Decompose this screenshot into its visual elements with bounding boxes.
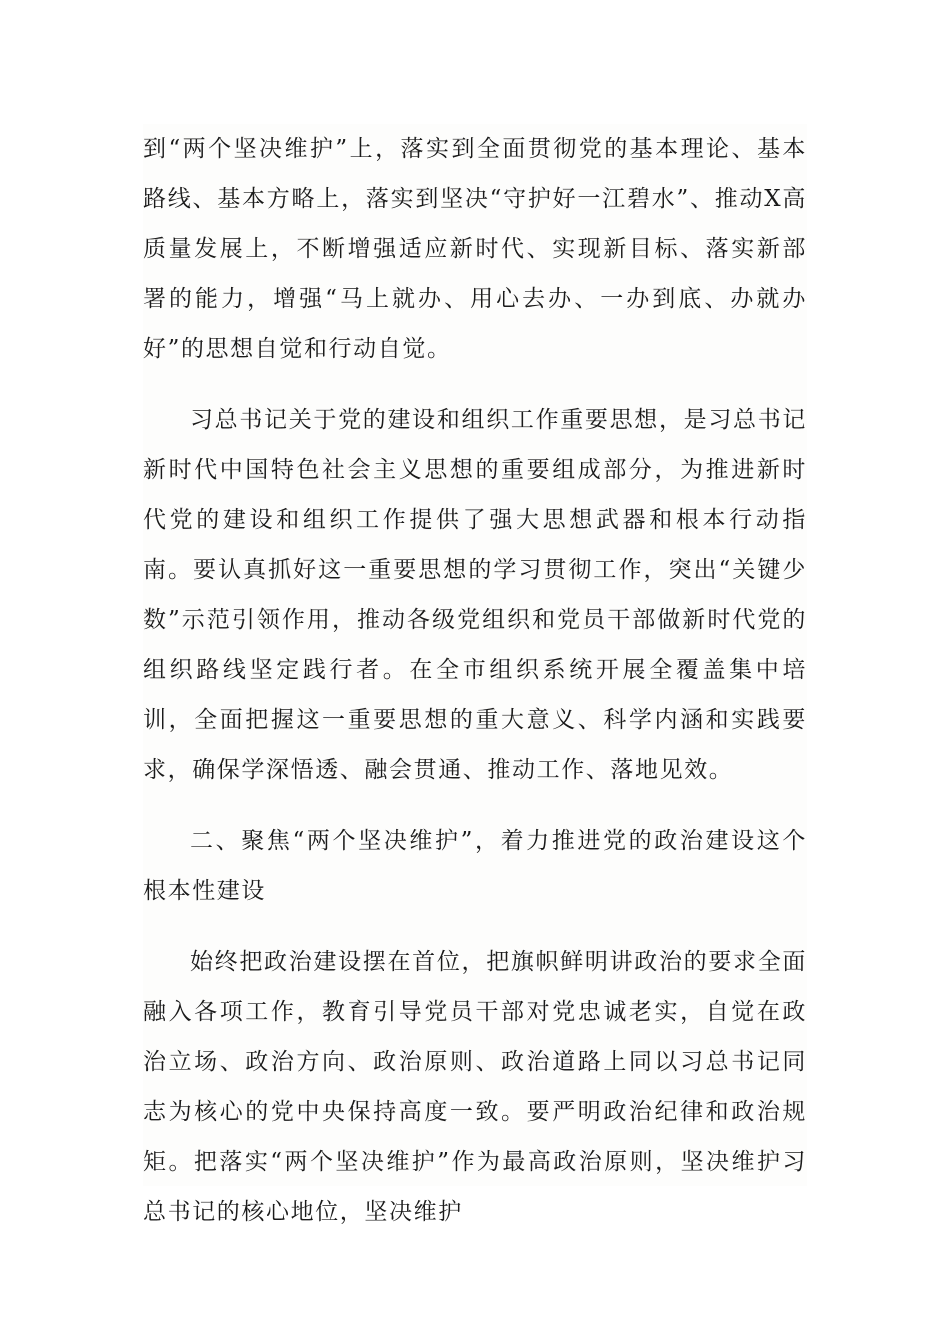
paragraph-party-building-thought: 习总书记关于党的建设和组织工作重要思想，是习总书记新时代中国特色社会主义思想的重要组成部分，为推进新时代党的建设和组织工作提供了强大思想武器和根本行动指南。要认真抓好这一重要思想的学习贯彻工作，突出“关键少数”示范引领作用，推动各级党组织和党员干部做新时代党的组织路线坚定践行者。在全市组织系统开展全覆盖集中培训，全面把握这一重要思想的重大意义、科学内涵和实践要求，确保学深悟透、融会贯通、推动工作、落地见效。 — [143, 407, 807, 783]
section-heading-political-building: 二、聚焦“两个坚决维护”，着力推进党的政治建设这个根本性建设 — [143, 828, 807, 904]
paragraph-continuation: 到“两个坚决维护”上，落实到全面贯彻党的基本理论、基本路线、基本方略上，落实到坚决“守护好一江碧水”、推动X高质量发展上，不断增强适应新时代、实现新目标、落实新部署的能力，增强“马上就办、用心去办、一办到底、办就办好”的思想自觉和行动自觉。 — [143, 136, 807, 362]
document-body — [143, 124, 807, 1225]
paragraph-political-building: 始终把政治建设摆在首位，把旗帜鲜明讲政治的要求全面融入各项工作，教育引导党员干部对党忠诚老实，自觉在政治立场、政治方向、政治原则、政治道路上同以习总书记同志为核心的党中央保持高度一致。要严明政治纪律和政治规矩。把落实“两个坚决维护”作为最高政治原则，坚决维护习总书记的核心地位，坚决维护 — [143, 949, 807, 1225]
